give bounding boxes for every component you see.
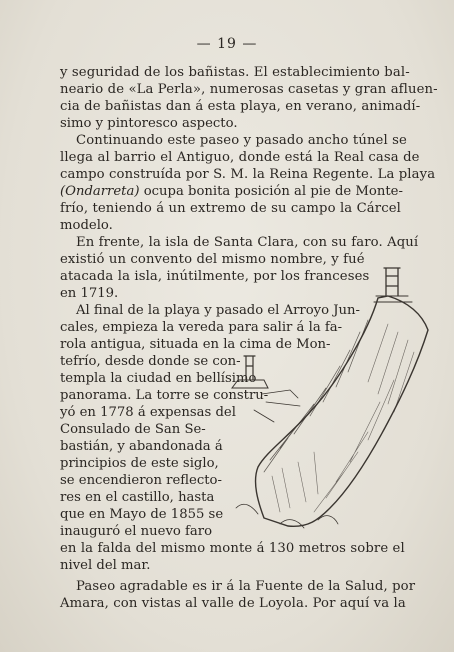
text-line: atacada la isla, inútilmente, por los franceses xyxy=(60,269,370,284)
text-line: en la falda del mismo monte á 130 metros sobre el xyxy=(60,541,405,556)
text-line: llega al barrio el Antiguo, donde está la Real casa de xyxy=(60,150,420,165)
text-line: Consulado de San Se- xyxy=(60,422,206,437)
text-line: simo y pintoresco aspecto. xyxy=(60,116,238,131)
text-line: frío, teniendo á un extremo de su campo la Cárcel xyxy=(60,201,401,216)
text-line xyxy=(60,183,403,200)
text-line: que en Mayo de 1855 se xyxy=(60,507,224,522)
text-line: rola antigua, situada en la cima de Mon- xyxy=(60,337,331,352)
text-line: yó en 1778 á expensas del xyxy=(60,405,236,420)
text-line: bastián, y abandonada á xyxy=(60,439,223,454)
text-line: campo construída por S. M. la Reina Regente. La playa xyxy=(60,167,436,182)
text-line: res en el castillo, hasta xyxy=(60,490,215,505)
page-number: — 19 — xyxy=(196,36,258,52)
text-line: cales, empieza la vereda para salir á la fa- xyxy=(60,320,343,335)
text-line: nivel del mar. xyxy=(60,558,151,573)
text-line: Al final de la playa y pasado el Arroyo Jun- xyxy=(76,303,360,318)
text-line: en 1719. xyxy=(60,286,119,301)
text-line: tefrío, desde donde se con- xyxy=(60,354,241,369)
text-line: En frente, la isla de Santa Clara, con su faro. Aquí xyxy=(76,235,419,250)
italic-placename: (Ondarreta) xyxy=(60,184,140,199)
text-line: y seguridad de los bañistas. El establecimiento bal- xyxy=(60,65,410,80)
text-line: Amara, con vistas al valle de Loyola. Por aquí va la xyxy=(60,596,406,611)
text-line: existió un convento del mismo nombre, y fué xyxy=(60,252,365,267)
text-line: se encendieron reflecto- xyxy=(60,473,222,488)
text-line-part: ocupa bonita posición al pie de Monte- xyxy=(143,184,403,199)
text-line: neario de «La Perla», numerosas casetas y gran afluen- xyxy=(60,82,438,97)
text-line: Continuando este paseo y pasado ancho túnel se xyxy=(76,133,407,148)
text-line: Paseo agradable es ir á la Fuente de la Salud, por xyxy=(76,579,416,594)
text-line: cia de bañistas dan á esta playa, en verano, animadí- xyxy=(60,99,421,114)
text-line: inauguró el nuevo faro xyxy=(60,524,213,539)
text-line: panorama. La torre se constru- xyxy=(60,388,269,403)
text-line: modelo. xyxy=(60,218,113,233)
text-line: principios de este siglo, xyxy=(60,456,219,471)
text-line: templa la ciudad en bellísimo xyxy=(60,371,257,386)
lighthouse-hill-illustration xyxy=(218,262,440,534)
